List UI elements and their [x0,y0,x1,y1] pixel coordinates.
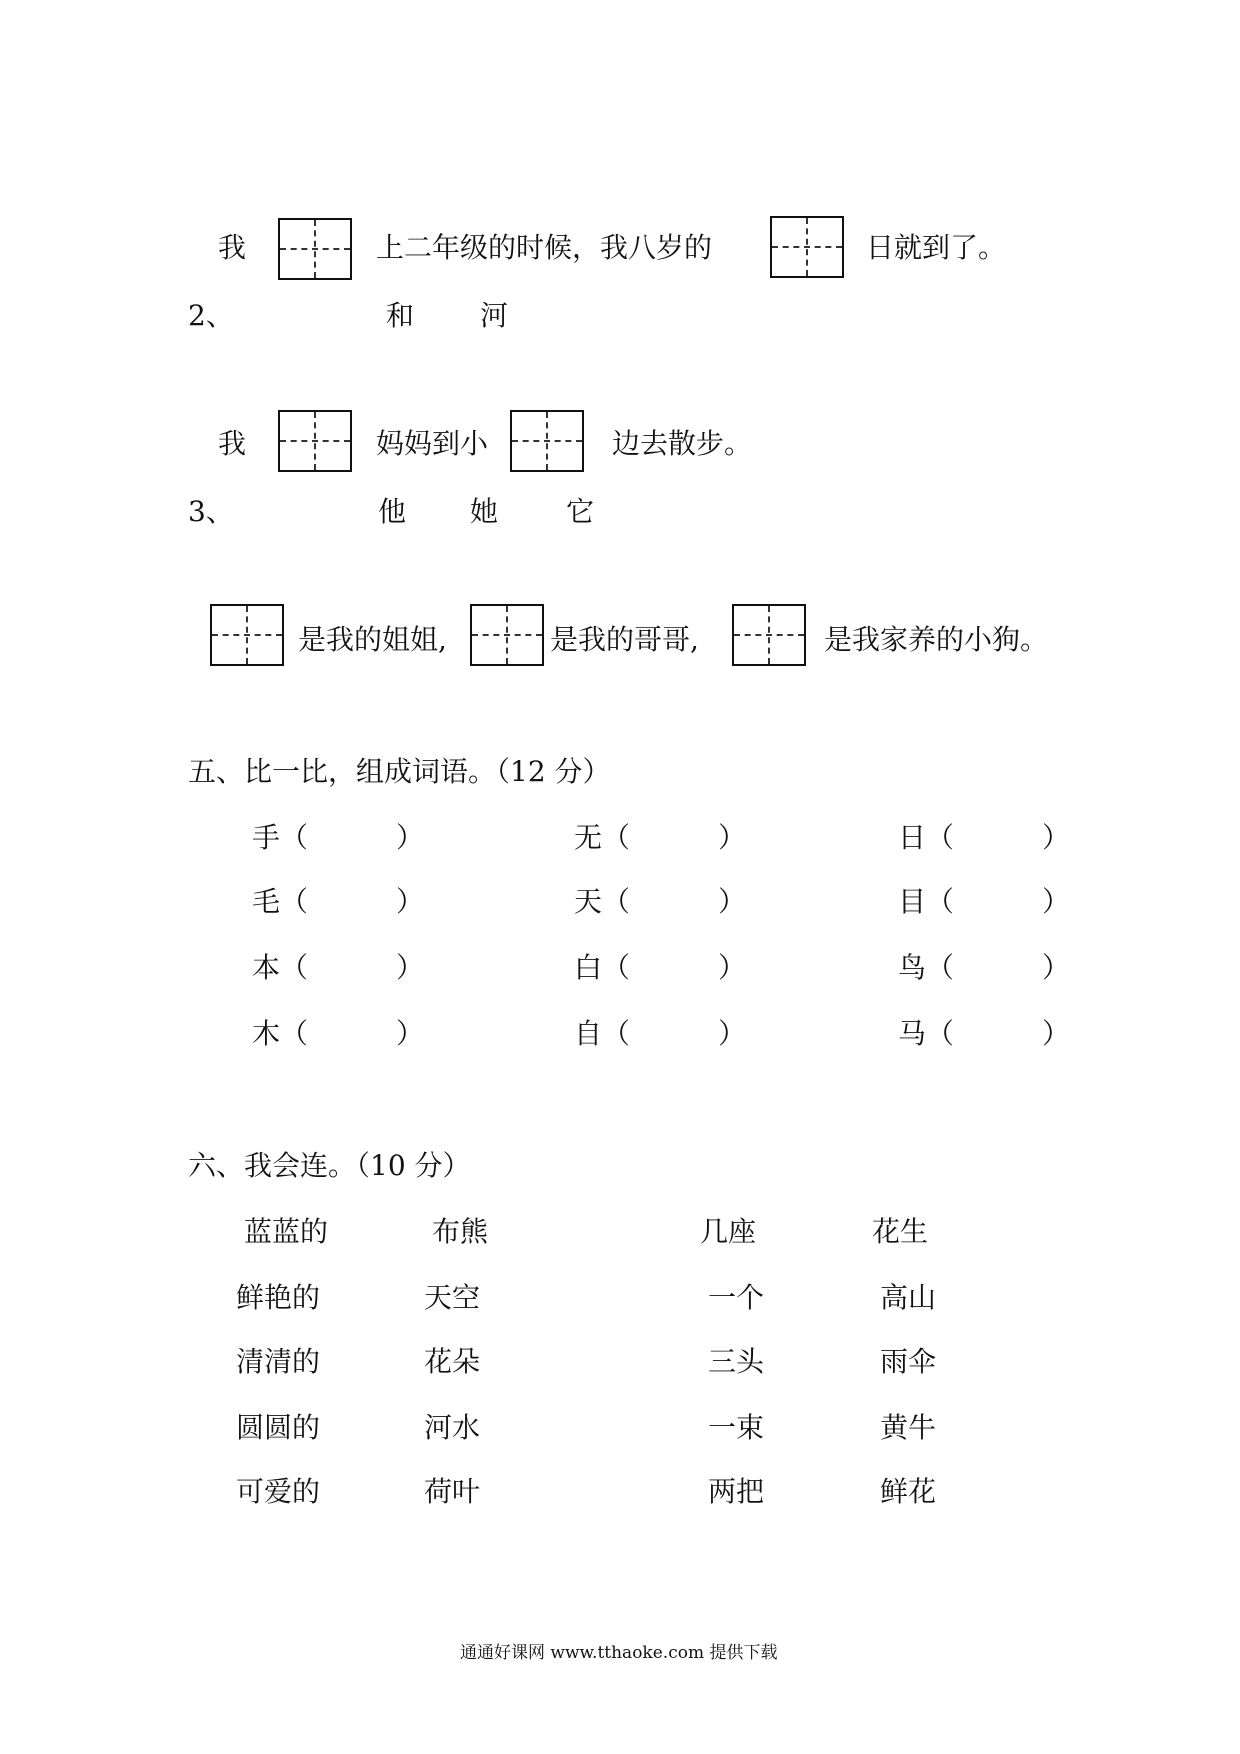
s3-part-b: 是我的哥哥, [550,623,699,656]
q5-item: 自（ [574,1017,631,1050]
q5-close: ） [1042,821,1071,854]
section-6-title: 六、我会连。（10 分） [188,1149,471,1182]
s2-choice: 河 [480,299,509,332]
answer-box[interactable] [732,604,806,666]
q6-col4-item: 花生 [872,1215,929,1248]
q6-col1-item: 清清的 [236,1345,321,1378]
q5-close: ） [718,951,747,984]
s3-part-a: 是我的姐姐, [298,623,447,656]
q5-close: ） [396,951,425,984]
answer-box[interactable] [470,604,544,666]
q5-close: ） [396,821,425,854]
q6-col3-item: 一束 [708,1411,765,1444]
s3-choice: 他 [378,495,407,528]
q6-col4-item: 雨伞 [880,1345,937,1378]
q6-col1-item: 可爱的 [236,1475,321,1508]
s1-post: 日就到了。 [866,231,1007,264]
s1-mid: 上二年级的时候，我八岁的 [376,231,713,264]
s2-mid: 妈妈到小 [376,427,489,460]
q6-col2-item: 花朵 [424,1345,481,1378]
q6-col3-item: 两把 [708,1475,765,1508]
s2-number: 2、 [188,299,234,332]
q6-col1-item: 蓝蓝的 [244,1215,329,1248]
q6-col4-item: 高山 [880,1281,937,1314]
q5-close: ） [718,1017,747,1050]
q5-item: 本（ [252,951,309,984]
q6-col2-item: 天空 [424,1281,481,1314]
answer-box[interactable] [210,604,284,666]
q6-col2-item: 荷叶 [424,1475,481,1508]
answer-box[interactable] [278,218,352,280]
q6-col3-item: 几座 [700,1215,757,1248]
q5-close: ） [396,885,425,918]
q6-col3-item: 三头 [708,1345,765,1378]
q5-item: 天（ [574,885,631,918]
answer-box[interactable] [510,410,584,472]
q6-col1-item: 圆圆的 [236,1411,321,1444]
q6-col4-item: 黄牛 [880,1411,937,1444]
q5-close: ） [718,821,747,854]
section-5-title: 五、比一比，组成词语。（12 分） [188,755,611,788]
q5-item: 木（ [252,1017,309,1050]
q5-item: 白（ [574,951,631,984]
q6-col4-item: 鲜花 [880,1475,937,1508]
q5-close: ） [718,885,747,918]
q5-item: 无（ [574,821,631,854]
s1-pre: 我 [218,231,247,264]
q5-item: 日（ [898,821,955,854]
answer-box[interactable] [278,410,352,472]
q5-close: ） [1042,885,1071,918]
s2-pre: 我 [218,427,247,460]
q5-item: 目（ [898,885,955,918]
s3-number: 3、 [188,495,234,528]
q5-item: 手（ [252,821,309,854]
q6-col2-item: 河水 [424,1411,481,1444]
s3-choice: 它 [566,495,595,528]
s3-part-c: 是我家养的小狗。 [824,623,1049,656]
q5-close: ） [1042,951,1071,984]
s2-post: 边去散步。 [612,427,753,460]
s2-choice: 和 [386,299,415,332]
q5-close: ） [1042,1017,1071,1050]
footer-source: 通通好课网 www.tthaoke.com 提供下载 [460,1643,778,1663]
q5-item: 鸟（ [898,951,955,984]
q6-col2-item: 布熊 [432,1215,489,1248]
answer-box[interactable] [770,216,844,278]
q5-item: 毛（ [252,885,309,918]
q6-col1-item: 鲜艳的 [236,1281,321,1314]
q5-item: 马（ [898,1017,955,1050]
s3-choice: 她 [470,495,499,528]
q5-close: ） [396,1017,425,1050]
q6-col3-item: 一个 [708,1281,765,1314]
